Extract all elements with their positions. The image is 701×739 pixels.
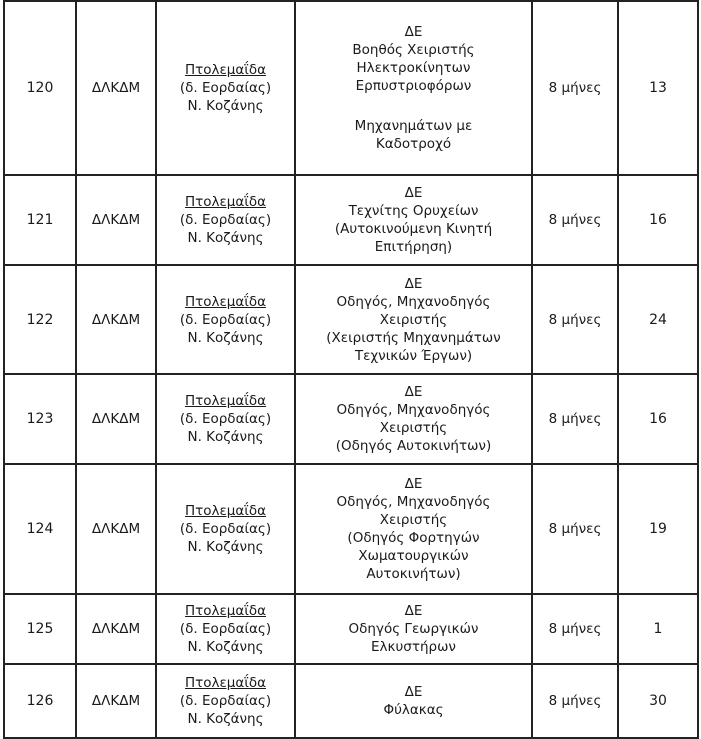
service-cell: ΔΛΚΔΜ	[76, 374, 156, 464]
specialty-line: ΔΕ	[404, 24, 423, 40]
specialty-line: (Αυτοκινούμενη Κινητή	[334, 221, 493, 237]
positions-count-cell: 13	[618, 1, 698, 175]
specialty-line: Χειριστής	[379, 420, 448, 436]
location-cell	[156, 664, 295, 738]
specialty-cell	[295, 265, 532, 374]
location-line: (δ. Εορδαίας)	[179, 411, 272, 427]
service-cell: ΔΛΚΔΜ	[76, 265, 156, 374]
location-cell	[156, 1, 295, 175]
location-line: (δ. Εορδαίας)	[179, 693, 272, 709]
specialty-cell	[295, 594, 532, 664]
location-city: Πτολεμαΐδα	[184, 293, 267, 310]
table-row	[4, 594, 698, 664]
position-code-cell: 123	[4, 374, 76, 464]
specialty-line: Αυτοκινήτων)	[366, 566, 461, 582]
location-line: (δ. Εορδαίας)	[179, 311, 272, 328]
positions-count-cell: 16	[618, 175, 698, 265]
location-cell	[156, 594, 295, 664]
specialty-line: Οδηγός, Μηχανοδηγός	[336, 494, 491, 510]
position-code-cell: 120	[4, 1, 76, 175]
positions-count-cell: 24	[618, 265, 698, 374]
positions-table	[3, 0, 699, 739]
position-code-cell: 121	[4, 175, 76, 265]
specialty-line: ΔΕ	[404, 684, 423, 700]
specialty-line: Χωματουργικών	[358, 548, 469, 564]
specialty-line: Ελκυστήρων	[371, 639, 456, 655]
specialty-line: Τεχνίτης Ορυχείων	[348, 203, 479, 219]
location-cell	[156, 464, 295, 594]
service-cell: ΔΛΚΔΜ	[76, 1, 156, 175]
duration-cell: 8 μήνες	[532, 374, 618, 464]
positions-count-cell: 1	[618, 594, 698, 664]
location-line: Ν. Κοζάνης	[187, 98, 264, 114]
service-cell: ΔΛΚΔΜ	[76, 464, 156, 594]
service-cell: ΔΛΚΔΜ	[76, 594, 156, 664]
specialty-line: Ηλεκτροκίνητων	[356, 60, 471, 76]
specialty-line: ΔΕ	[404, 476, 423, 492]
specialty-line: Οδηγός, Μηχανοδηγός	[336, 402, 491, 418]
location-city: Πτολεμαΐδα	[184, 194, 267, 210]
position-code-cell: 124	[4, 464, 76, 594]
specialty-line: ΔΕ	[404, 275, 423, 292]
service-cell: ΔΛΚΔΜ	[76, 664, 156, 738]
location-line: Ν. Κοζάνης	[187, 711, 264, 727]
duration-cell: 8 μήνες	[532, 594, 618, 664]
location-city: Πτολεμαΐδα	[184, 62, 267, 78]
specialty-cell	[295, 664, 532, 738]
position-code-cell: 125	[4, 594, 76, 664]
table-row	[4, 464, 698, 594]
location-city: Πτολεμαΐδα	[184, 393, 267, 409]
location-line: (δ. Εορδαίας)	[179, 212, 272, 228]
duration-cell: 8 μήνες	[532, 175, 618, 265]
specialty-gap	[300, 95, 527, 117]
specialty-line: (Χειριστής Μηχανημάτων	[326, 329, 501, 346]
specialty-line: Μηχανημάτων με	[354, 118, 473, 134]
location-line: (δ. Εορδαίας)	[179, 521, 272, 537]
specialty-line: (Οδηγός Αυτοκινήτων)	[335, 438, 492, 454]
positions-count-cell: 30	[618, 664, 698, 738]
duration-cell: 8 μήνες	[532, 464, 618, 594]
table-row	[4, 265, 698, 374]
table-row	[4, 1, 698, 175]
specialty-line: Φύλακας	[383, 702, 444, 718]
specialty-line: Επιτήρηση)	[374, 239, 453, 255]
location-line: Ν. Κοζάνης	[187, 639, 264, 655]
location-line: Ν. Κοζάνης	[187, 429, 264, 445]
service-cell: ΔΛΚΔΜ	[76, 175, 156, 265]
location-city: Πτολεμαΐδα	[184, 503, 267, 519]
specialty-line: Τεχνικών Έργων)	[354, 347, 473, 364]
table-row	[4, 175, 698, 265]
specialty-line: Ερπυστριοφόρων	[355, 78, 472, 94]
specialty-cell	[295, 464, 532, 594]
specialty-line: ΔΕ	[404, 384, 423, 400]
location-line: (δ. Εορδαίας)	[179, 80, 272, 96]
specialty-cell	[295, 1, 532, 175]
positions-count-cell: 19	[618, 464, 698, 594]
location-cell	[156, 374, 295, 464]
specialty-line: Καδοτροχό	[375, 136, 452, 152]
location-cell	[156, 175, 295, 265]
table-row	[4, 374, 698, 464]
location-cell	[156, 265, 295, 374]
specialty-cell	[295, 175, 532, 265]
specialty-line: Χειριστής	[379, 512, 448, 528]
location-line: (δ. Εορδαίας)	[179, 621, 272, 637]
location-line: Ν. Κοζάνης	[187, 329, 264, 346]
specialty-cell	[295, 374, 532, 464]
specialty-line: ΔΕ	[404, 603, 423, 619]
positions-count-cell: 16	[618, 374, 698, 464]
document-page	[3, 0, 697, 737]
duration-cell: 8 μήνες	[532, 1, 618, 175]
duration-cell: 8 μήνες	[532, 664, 618, 738]
specialty-line: ΔΕ	[404, 185, 423, 201]
location-line: Ν. Κοζάνης	[187, 539, 264, 555]
table-row	[4, 664, 698, 738]
specialty-line: Βοηθός Χειριστής	[352, 42, 475, 58]
location-line: Ν. Κοζάνης	[187, 230, 264, 246]
specialty-line: (Οδηγός Φορτηγών	[347, 530, 480, 546]
specialty-line: Οδηγός Γεωργικών	[348, 621, 479, 637]
location-city: Πτολεμαΐδα	[184, 603, 267, 619]
specialty-line: Χειριστής	[379, 311, 448, 328]
position-code-cell: 122	[4, 265, 76, 374]
table-body	[4, 1, 698, 738]
duration-cell: 8 μήνες	[532, 265, 618, 374]
location-city: Πτολεμαΐδα	[184, 675, 267, 691]
specialty-line: Οδηγός, Μηχανοδηγός	[336, 293, 491, 310]
position-code-cell: 126	[4, 664, 76, 738]
